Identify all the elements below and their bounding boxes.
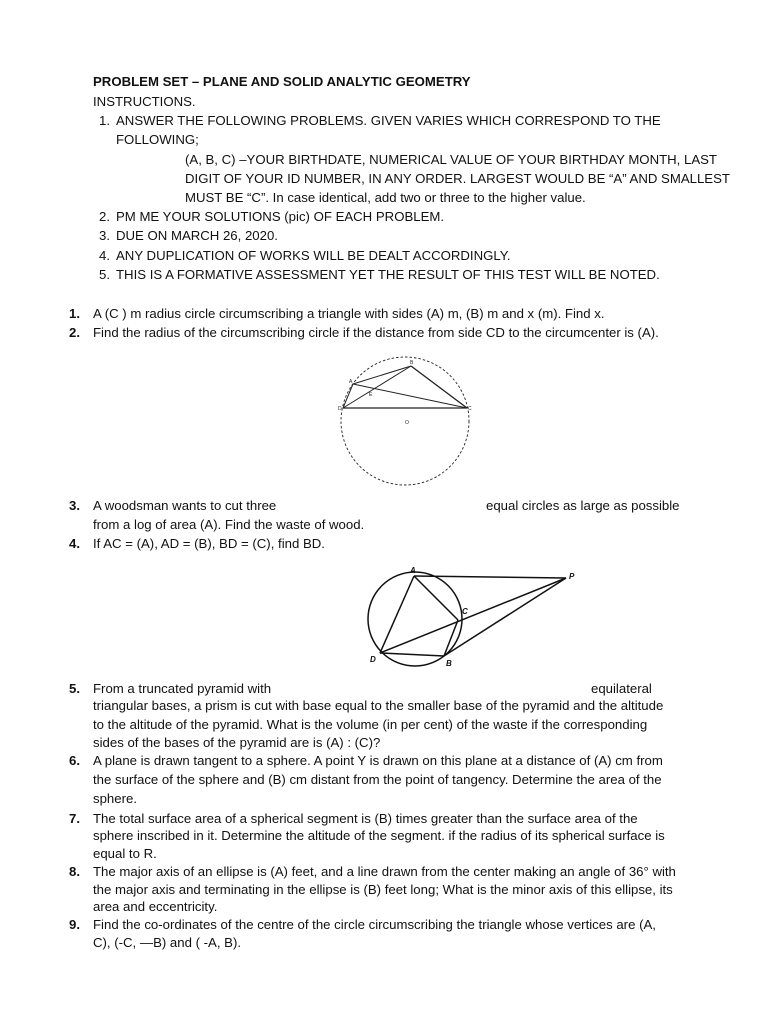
problem-4-number: 4.: [69, 536, 80, 551]
page-title: PROBLEM SET – PLANE AND SOLID ANALYTIC GEOMETRY: [93, 74, 471, 89]
problem-7-number: 7.: [69, 811, 80, 826]
problem-3-text-part-2: equal circles as large as possible: [486, 498, 680, 513]
chord-AD: [380, 576, 414, 653]
tangent-AP: [414, 576, 566, 578]
instruction-given-line-2: DIGIT OF YOUR ID NUMBER, IN ANY ORDER. LARGEST WOULD BE “A” AND SMALLEST: [185, 171, 730, 186]
problem-4-text: If AC = (A), AD = (B), BD = (C), find BD.: [93, 536, 325, 551]
figure-2-drawing: [368, 572, 566, 666]
figure-1-label-C: C: [468, 406, 472, 412]
figure-1-label-E: E: [369, 392, 373, 398]
problem-2-text: Find the radius of the circumscribing circle if the distance from side CD to the circumcenter is (A).: [93, 325, 659, 340]
segment-AC: [353, 384, 467, 408]
problem-7-line-3: equal to R.: [93, 846, 157, 861]
instruction-2-number: 2.: [99, 209, 110, 224]
problem-9-line-1: Find the co-ordinates of the centre of the circle circumscribing the triangle whose vertices are (A,: [93, 917, 656, 932]
circumscribed-circle: [341, 357, 469, 485]
problem-8-line-2: the major axis and terminating in the ellipse is (B) feet long; What is the minor axis of this ellipse, its: [93, 882, 673, 897]
figure-1-label-D: D: [338, 406, 342, 412]
problem-5-text-part-1: From a truncated pyramid with: [93, 681, 272, 696]
figure-1-drawing: [341, 357, 469, 485]
problem-7-line-2: sphere inscribed in it. Determine the altitude of the segment. if the radius of its spherical surface is: [93, 828, 665, 843]
figure-2-label-D: D: [370, 655, 376, 664]
problem-8-number: 8.: [69, 864, 80, 879]
problem-9-number: 9.: [69, 917, 80, 932]
instruction-5-text: THIS IS A FORMATIVE ASSESSMENT YET THE RESULT OF THIS TEST WILL BE NOTED.: [116, 267, 660, 282]
problem-6-line-3: sphere.: [93, 791, 137, 806]
figure-1-label-O: O: [405, 420, 409, 426]
problem-3-line-2: from a log of area (A). Find the waste of wood.: [93, 517, 365, 532]
instruction-3-number: 3.: [99, 228, 110, 243]
problem-6-number: 6.: [69, 753, 80, 768]
problem-9-line-2: C), (-C, —B) and ( -A, B).: [93, 935, 242, 950]
problem-6-line-2: the surface of the sphere and (B) cm distant from the point of tangency. Determine the area of the: [93, 772, 662, 787]
instruction-2-text: PM ME YOUR SOLUTIONS (pic) OF EACH PROBLEM.: [116, 209, 445, 224]
problem-6-line-1: A plane is drawn tangent to a sphere. A point Y is drawn on this plane at a distance of (A) cm from: [93, 753, 663, 768]
problem-3-number: 3.: [69, 498, 80, 513]
problem-5-line-4: sides of the bases of the pyramid are is (A) : (C)?: [93, 735, 381, 750]
figure-2-circle: [368, 572, 462, 666]
problem-5-line-3: to the altitude of the pyramid. What is the volume (in per cent) of the waste if the corresponding: [93, 717, 648, 732]
segment-AB: [353, 366, 411, 384]
instruction-given-line-3: MUST BE “C”. In case identical, add two or three to the higher value.: [185, 190, 586, 205]
figure-1-label-B: B: [410, 360, 414, 366]
instruction-3-text: DUE ON MARCH 26, 2020.: [116, 228, 278, 243]
figure-2-label-P: P: [569, 572, 575, 581]
instruction-4-number: 4.: [99, 248, 110, 263]
segment-AD: [343, 384, 353, 408]
problem-5-line-2: triangular bases, a prism is cut with base equal to the smaller base of the pyramid and the altitude: [93, 698, 664, 713]
figure-2-label-A: A: [410, 566, 416, 575]
instruction-1-line-2: FOLLOWING;: [116, 132, 199, 147]
problem-8-line-3: area and eccentricity.: [93, 899, 218, 914]
chord-CB: [444, 620, 458, 656]
problem-2-number: 2.: [69, 325, 80, 340]
problem-5-text-part-2: equilateral: [591, 681, 652, 696]
instructions-heading: INSTRUCTIONS.: [93, 94, 196, 109]
problem-1-text: A (C ) m radius circle circumscribing a triangle with sides (A) m, (B) m and x (m). Find x.: [93, 306, 605, 321]
problem-3-text-part-1: A woodsman wants to cut three: [93, 498, 277, 513]
figure-1-label-A: A: [349, 379, 353, 385]
figure-2-label-B: B: [446, 659, 452, 668]
problem-8-line-1: The major axis of an ellipse is (A) feet, and a line drawn from the center making an angle of 36° with: [93, 864, 676, 879]
instruction-5-number: 5.: [99, 267, 110, 282]
instruction-4-text: ANY DUPLICATION OF WORKS WILL BE DEALT ACCORDINGLY.: [116, 248, 511, 263]
segment-BC: [411, 366, 467, 408]
problem-1-number: 1.: [69, 306, 80, 321]
chord-DB: [380, 653, 444, 656]
problem-7-line-1: The total surface area of a spherical segment is (B) times greater than the surface area of the: [93, 811, 638, 826]
secant-P-to-B: [444, 578, 566, 656]
chord-AC: [414, 576, 458, 620]
secant-P-to-D: [380, 578, 566, 653]
figure-2-label-C: C: [462, 607, 468, 616]
problem-5-number: 5.: [69, 681, 80, 696]
segment-DB: [343, 366, 411, 408]
instruction-1-number: 1.: [99, 113, 110, 128]
instruction-given-line-1: (A, B, C) –YOUR BIRTHDATE, NUMERICAL VALUE OF YOUR BIRTHDAY MONTH, LAST: [185, 152, 717, 167]
instruction-1-line-1: ANSWER THE FOLLOWING PROBLEMS. GIVEN VARIES WHICH CORRESPOND TO THE: [116, 113, 661, 128]
